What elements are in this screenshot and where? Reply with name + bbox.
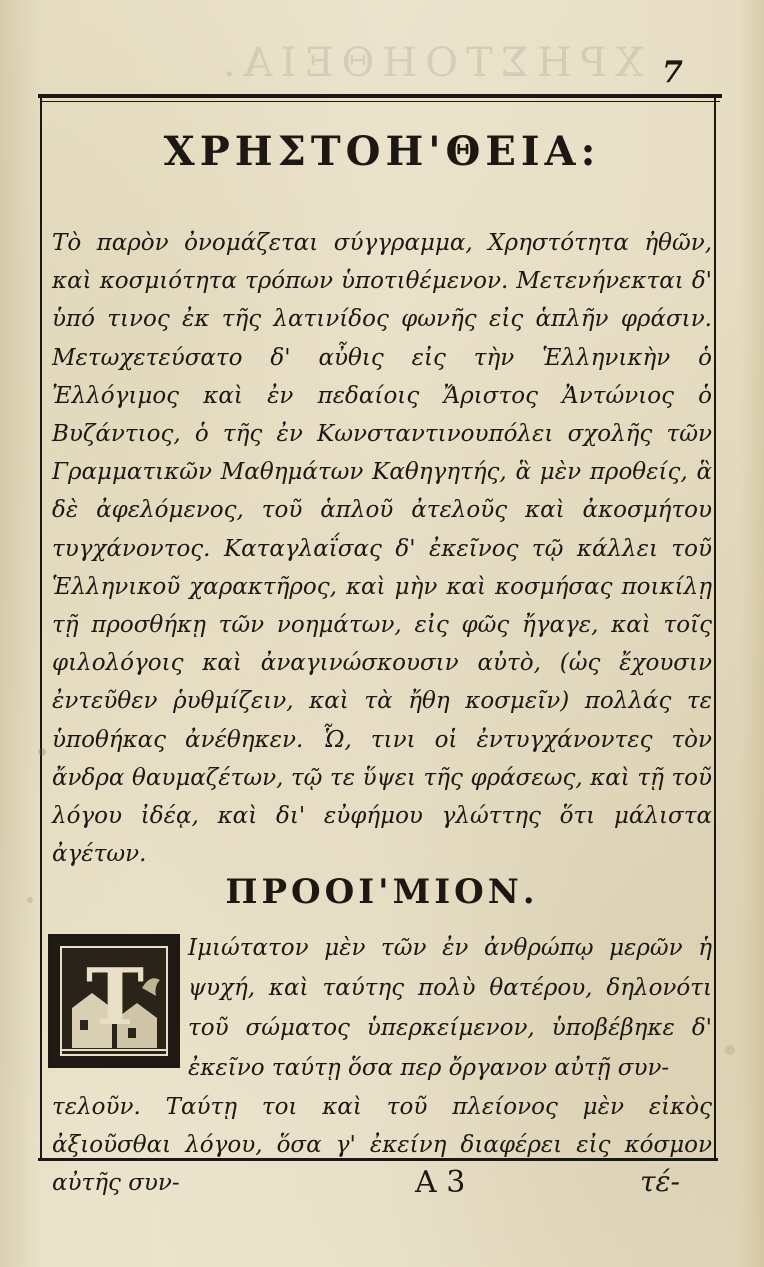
page-title: ΧΡΗΣΤΟΗ'ΘΕΙΑ:: [163, 128, 601, 175]
catchword: τέ-: [640, 1165, 680, 1198]
proem-paragraph-start: Ιμιώτατον μὲν τῶν ἐν ἀνθρώπῳ μερῶν ἡ ψυχή, καὶ ταύτης πολὺ θατέρου, δηλονότι τοῦ σώματος ὑπερκείμενον, ὑποβέβηκε δ' ἐκεῖνο ταύτῃ ὅσα περ ὄργανον αὐτῇ συν-: [188, 935, 712, 1081]
initial-letter: T: [86, 952, 145, 1043]
section-heading: ΠΡΟΟΙ'ΜΙΟΝ.: [225, 872, 539, 912]
signature-mark: Α 3: [415, 1165, 466, 1200]
proem-paragraph-continued: τελοῦν. Ταύτῃ τοι καὶ τοῦ πλείονος μὲν εἰκὸς ἀξιοῦσθαι λόγου, ὅσα γ' ἐκείνη διαφέρει εἰς κόσμον αὐτῆς συν-: [52, 1094, 712, 1196]
page-number: 7: [662, 55, 683, 90]
bleed-through-text: ΧΡΗΣΤΟΗΘΕΙΑ.: [215, 40, 644, 86]
intro-paragraph: Τὸ παρὸν ὀνομάζεται σύγγραμμα, Χρηστότητα ἠθῶν, καὶ κοσμιότητα τρόπων ὑποτιθέμενον. Μετενήνεκται δ' ὑπό τινος ἐκ τῆς λατινίδος φωνῆς εἰς ἁπλῆν φράσιν. Μετωχετεύσατο δ' αὖθις εἰς τὴν Ἑλληνικὴν ὁ Ἐλλόγιμος καὶ ἐν πεδαίοις Ἄριστος Ἀντώνιος ὁ Βυζάντιος, ὁ τῆς ἐν Κωνσταντινουπόλει σχολῆς τῶν Γραμματικῶν Μαθημάτων Καθηγητής, ἃ μὲν προθείς, ἃ δὲ ἀφελόμενος, τοῦ ἁπλοῦ ἀτελοῦς καὶ ἀκοσμήτου τυγχάνοντος. Καταγλαΐσας δ' ἐκεῖνος τῷ κάλλει τοῦ Ἑλληνικοῦ χαρακτῆρος, καὶ μὴν καὶ κοσμήσας ποικίλῃ τῇ προσθήκῃ τῶν νοημάτων, εἰς φῶς ἤγαγε, καὶ τοῖς φιλολόγοις καὶ ἀναγινώσκουσιν αὐτὸ, (ὡς ἔχουσιν ἐντεῦθεν ῥυθμίζειν, καὶ τὰ ἤθη κοσμεῖν) πολλάς τε ὑποθήκας ἀνέθηκεν. Ὧ, τινι οἱ ἐντυγχάνοντες τὸν ἄνδρα θαυμαζέτων, τῷ τε ὕψει τῆς φράσεως, καὶ τῇ τοῦ λόγου ἰδέᾳ, καὶ δι' εὐφήμου γλώττης ὅτι μάλιστα ἀγέτων.: [52, 230, 712, 868]
